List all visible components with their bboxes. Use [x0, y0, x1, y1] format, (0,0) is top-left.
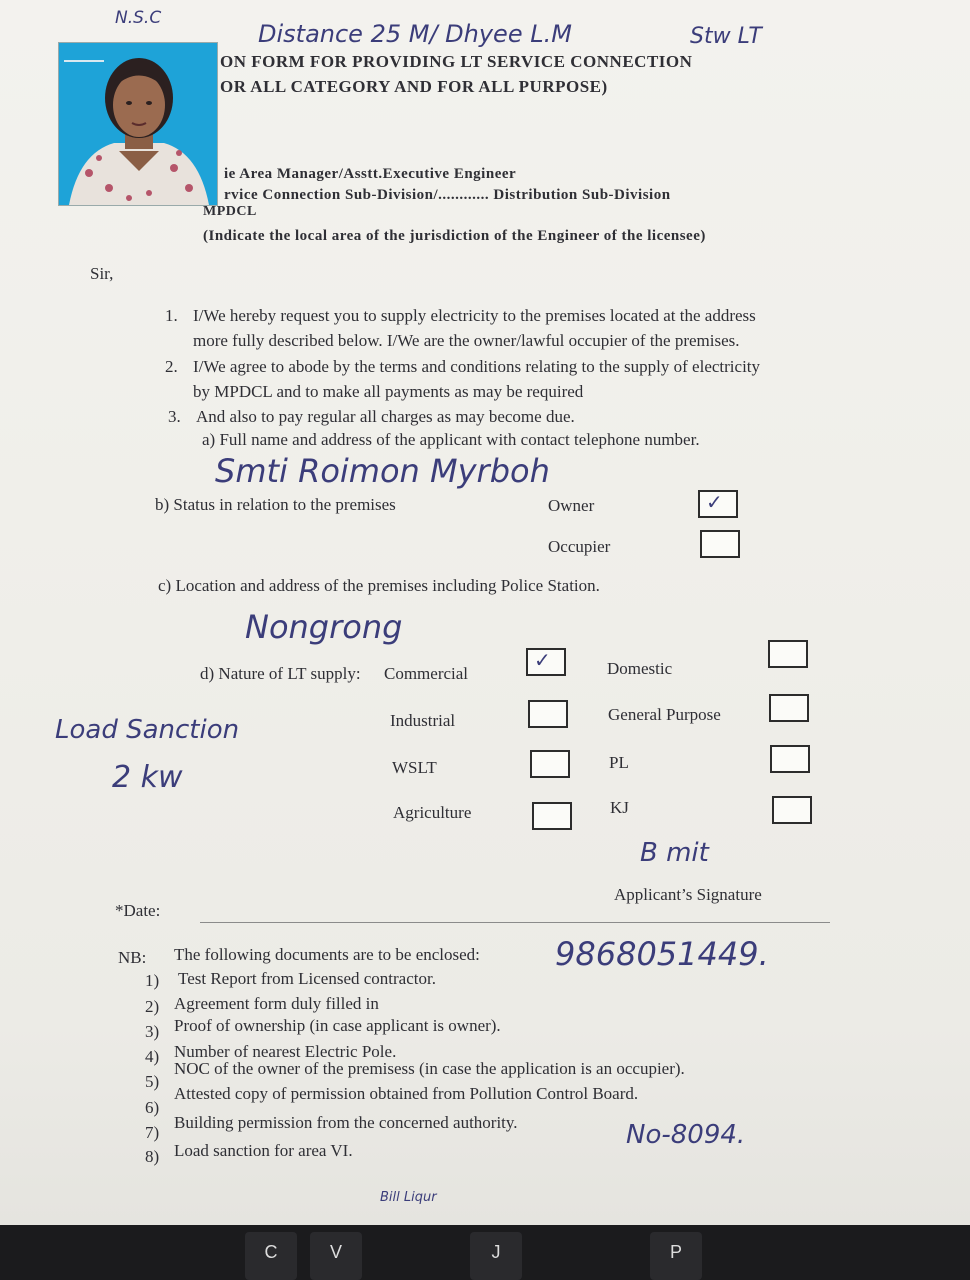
supply-wslt-label: WSLT [392, 758, 437, 777]
keyboard-key-v: V [310, 1232, 362, 1280]
keyboard-key-j: J [470, 1232, 522, 1280]
nb-label: NB: [118, 948, 147, 967]
handwritten-bottom-note: Bill Liqur [380, 1190, 437, 1205]
supply-commercial-label: Commercial [384, 664, 469, 683]
doc-2-number: 2) [145, 997, 160, 1016]
doc-8-text: Load sanction for area VI. [174, 1141, 353, 1160]
check-mark-icon: ✓ [706, 490, 723, 514]
doc-6-text: Attested copy of permission obtained from Pollution Control Board. [174, 1084, 639, 1103]
item-3-number: 3. [168, 407, 181, 426]
doc-5-text: NOC of the owner of the premisess (in case the application is an occupier). [174, 1059, 685, 1078]
pl-checkbox[interactable] [770, 745, 810, 773]
agriculture-checkbox[interactable] [532, 802, 572, 830]
status-occupier-label: Occupier [548, 537, 611, 556]
date-label: *Date: [115, 901, 161, 920]
item-3-line1: And also to pay regular all charges as may become due. [196, 407, 575, 426]
supply-general-purpose-label: General Purpose [608, 705, 721, 724]
handwritten-applicant-name: Smti Roimon Myrboh [215, 452, 550, 490]
supply-kj-label: KJ [610, 798, 629, 817]
item-1-line2: more fully described below. I/We are the owner/lawful occupier of the premises. [193, 331, 740, 350]
status-owner-label: Owner [548, 496, 595, 515]
handwritten-signature: B mit [640, 838, 709, 868]
wslt-checkbox[interactable] [530, 750, 570, 778]
addressee-line1: ie Area Manager/Asstt.Executive Engineer [224, 166, 517, 182]
doc-8-number: 8) [145, 1147, 160, 1166]
supply-domestic-label: Domestic [607, 659, 673, 678]
commercial-checkbox[interactable] [526, 648, 566, 676]
form-title-line1: ON FORM FOR PROVIDING LT SERVICE CONNECTION [220, 52, 693, 71]
nb-intro: The following documents are to be enclosed: [174, 945, 480, 964]
industrial-checkbox[interactable] [528, 700, 568, 728]
general-purpose-checkbox[interactable] [769, 694, 809, 722]
supply-industrial-label: Industrial [390, 711, 456, 730]
section-b-label: b) Status in relation to the premises [155, 495, 396, 514]
check-mark-icon: ✓ [534, 648, 551, 672]
doc-3-number: 3) [145, 1022, 160, 1041]
section-c-label: c) Location and address of the premises including Police Station. [158, 576, 600, 595]
supply-pl-label: PL [609, 753, 629, 772]
doc-3-text: Proof of ownership (in case applicant is owner). [174, 1016, 501, 1035]
item-1-line1: I/We hereby request you to supply electricity to the premises located at the address [193, 306, 756, 325]
item-1-number: 1. [165, 306, 178, 325]
item-2-line1: I/We agree to abode by the terms and conditions relating to the supply of electricity [193, 357, 761, 376]
domestic-checkbox[interactable] [768, 640, 808, 668]
salutation: Sir, [90, 264, 114, 283]
handwritten-distance-note: Distance 25 M/ Dhyee L.M [258, 20, 572, 48]
supply-agriculture-label: Agriculture [393, 803, 472, 822]
addressee-line2: rvice Connection Sub-Division/............ Distribution Sub-Division [224, 187, 671, 203]
addressee-line3: MPDCL [203, 204, 257, 219]
keyboard-key-p: P [650, 1232, 702, 1280]
owner-checkbox[interactable] [698, 490, 738, 518]
kj-checkbox[interactable] [772, 796, 812, 824]
doc-5-number: 5) [145, 1072, 160, 1091]
item-2-line2: by MPDCL and to make all payments as may be required [193, 382, 584, 401]
doc-7-text: Building permission from the concerned authority. [174, 1113, 518, 1132]
addressee-note: (Indicate the local area of the jurisdiction of the Engineer of the licensee) [203, 228, 706, 244]
doc-4-number: 4) [145, 1047, 160, 1066]
doc-2-text: Agreement form duly filled in [174, 994, 379, 1013]
handwritten-phone-number: 9868051449. [555, 935, 769, 973]
handwritten-load-sanction-label: Load Sanction [55, 715, 240, 745]
doc-1-number: 1) [145, 971, 160, 990]
doc-1-text: Test Report from Licensed contractor. [178, 969, 436, 988]
applicant-photo [58, 42, 218, 206]
occupier-checkbox[interactable] [700, 530, 740, 558]
handwritten-reference-number: No-8094. [626, 1120, 746, 1150]
divider-line [200, 922, 830, 923]
handwritten-nsc: N.S.C [115, 8, 162, 28]
section-a-label: a) Full name and address of the applicant with contact telephone number. [202, 430, 700, 449]
item-2-number: 2. [165, 357, 178, 376]
handwritten-location: Nongrong [245, 608, 403, 646]
signature-label: Applicant’s Signature [614, 885, 762, 904]
section-d-label: d) Nature of LT supply: [200, 664, 361, 683]
doc-7-number: 7) [145, 1123, 160, 1142]
applicant-portrait [59, 43, 217, 205]
handwritten-lt-note: Stw LT [690, 24, 762, 49]
doc-6-number: 6) [145, 1098, 160, 1117]
handwritten-load-value: 2 kw [112, 760, 183, 795]
doc-4-text: Number of nearest Electric Pole. [174, 1042, 397, 1061]
form-title-line2: OR ALL CATEGORY AND FOR ALL PURPOSE) [220, 77, 608, 96]
keyboard-key-c: C [245, 1232, 297, 1280]
